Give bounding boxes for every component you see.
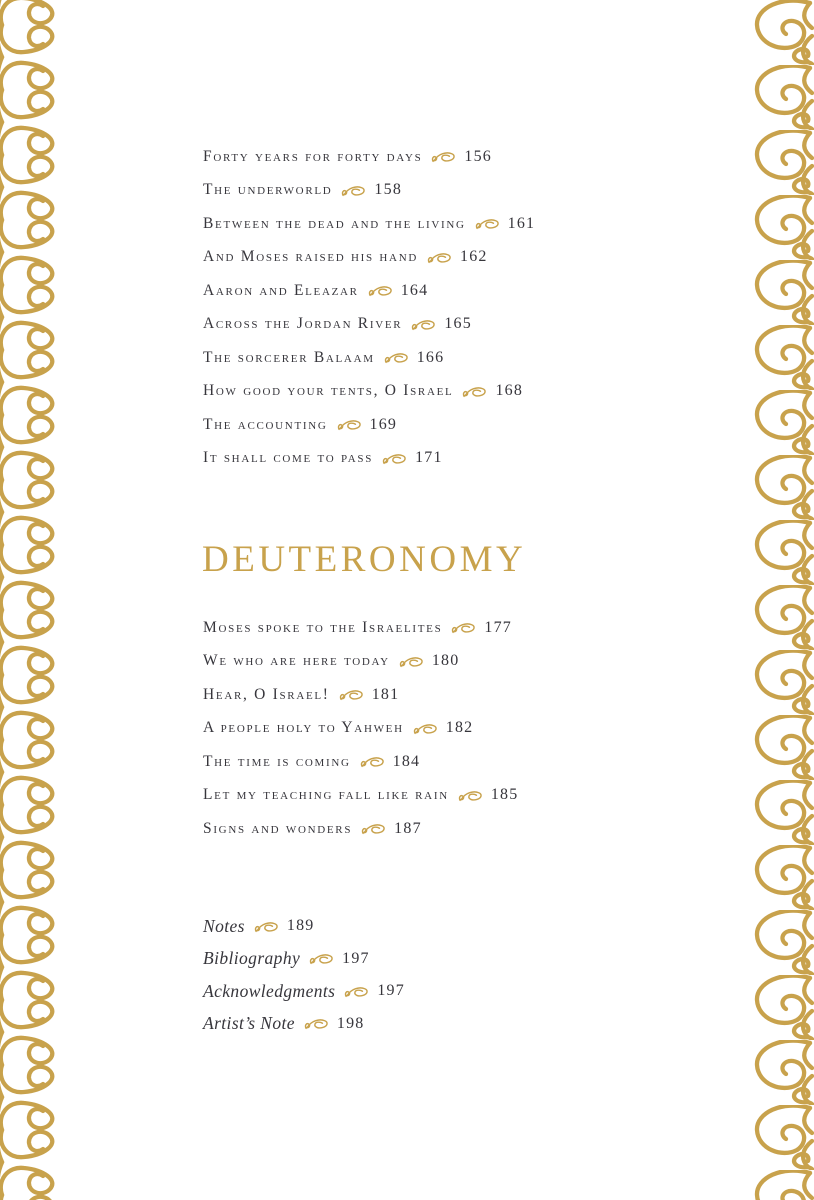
swash-divider-icon [399,656,424,669]
toc-entry [203,341,673,375]
swash-divider-icon [339,689,364,702]
toc-entry [203,812,673,846]
swash-divider-icon [411,319,436,332]
toc-entry-page: 181 [371,685,400,703]
toc-entry [203,745,673,779]
toc-entry-page: 162 [460,248,488,266]
right-flourish-border-icon [744,0,814,1200]
toc-entry [203,442,673,476]
swash-divider-icon [337,419,362,432]
toc-entry-title: Signs and wonders [203,819,353,837]
toc-entry-page: 184 [392,752,421,770]
toc-entry [203,611,673,645]
swash-divider-icon [309,953,334,966]
toc-entry-title: It shall come to pass [203,449,374,467]
swash-divider-icon [341,185,366,198]
toc-entry [203,375,673,409]
toc-entry-page: 168 [495,382,524,400]
toc-entry-title: Let my teaching fall like rain [203,786,449,804]
toc-entry-page: 180 [431,652,460,670]
swash-divider-icon [382,453,407,466]
toc-entry [203,308,673,342]
toc-entry-title: Bibliography [203,948,301,969]
toc-entry [203,943,673,976]
toc-entry-page: 197 [377,982,405,1000]
toc-entry-page: 189 [286,917,315,935]
toc-entry-title: Hear, O Israel! [203,685,330,703]
toc-entry [203,678,673,712]
toc-entry-page: 197 [342,949,370,967]
toc-entry-title: Aaron and Eleazar [203,281,359,299]
swash-divider-icon [458,790,483,803]
swash-divider-icon [427,252,452,265]
swash-divider-icon [451,622,476,635]
toc-entry [203,241,673,275]
toc-entry-page: 182 [445,719,474,737]
swash-divider-icon [368,285,393,298]
swash-divider-icon [462,386,487,399]
toc-entry-title: The underworld [203,181,333,199]
left-flourish-border-icon [0,0,64,1200]
toc-entry-page: 161 [507,214,536,232]
toc-entry-title: We who are here today [203,652,390,670]
toc-entry-page: 158 [374,181,403,199]
toc-entry-title: Moses spoke to the Israelites [203,618,443,636]
toc-entry [203,910,673,943]
toc-entry-title: The time is coming [203,752,351,770]
toc-entry-title: The accounting [203,415,328,433]
toc-entry-page: 185 [490,786,519,804]
swash-divider-icon [361,823,386,836]
toc-entry [203,645,673,679]
toc-entry-title: A people holy to Yahweh [203,719,404,737]
swash-divider-icon [413,723,438,736]
toc-entry [203,207,673,241]
toc-entry-page: 169 [369,415,398,433]
toc-entry-page: 156 [464,147,493,165]
toc-entry-title: And Moses raised his hand [203,248,418,266]
toc-entry-page: 187 [394,819,422,837]
swash-divider-icon [304,1018,329,1031]
deuteronomy-entry-list [203,611,673,846]
backmatter-entry-list [203,910,673,1040]
numbers-entry-list [203,140,673,475]
swash-divider-icon [254,921,279,934]
toc-entry-page: 171 [415,449,443,467]
toc-entry-title: Between the dead and the living [203,214,466,232]
toc-entry [203,975,673,1008]
toc-entry [203,140,673,174]
toc-entry-title: Across the Jordan River [203,315,403,333]
toc-entry [203,174,673,208]
swash-divider-icon [475,218,500,231]
swash-divider-icon [344,986,369,999]
toc-entry [203,712,673,746]
toc-entry-title: Notes [203,915,245,936]
toc-entry [203,274,673,308]
toc-entry-page: 166 [416,348,445,366]
toc-entry [203,1008,673,1041]
toc-entry-title: How good your tents, O Israel [203,382,454,400]
swash-divider-icon [384,352,409,365]
toc-entry-title: The sorcerer Balaam [203,348,375,366]
toc-entry-title: Artist’s Note [203,1013,295,1034]
toc-entry [203,779,673,813]
toc-entry-page: 198 [336,1014,365,1032]
toc-entry [203,408,673,442]
toc-entry-page: 177 [484,618,512,636]
swash-divider-icon [360,756,385,769]
toc-entry-page: 165 [444,315,472,333]
toc-entry-title: Acknowledgments [203,980,336,1001]
section-heading-deuteronomy: DEUTERONOMY [202,539,527,580]
toc-entry-page: 164 [400,281,429,299]
toc-entry-title: Forty years for forty days [203,147,423,165]
swash-divider-icon [431,151,456,164]
